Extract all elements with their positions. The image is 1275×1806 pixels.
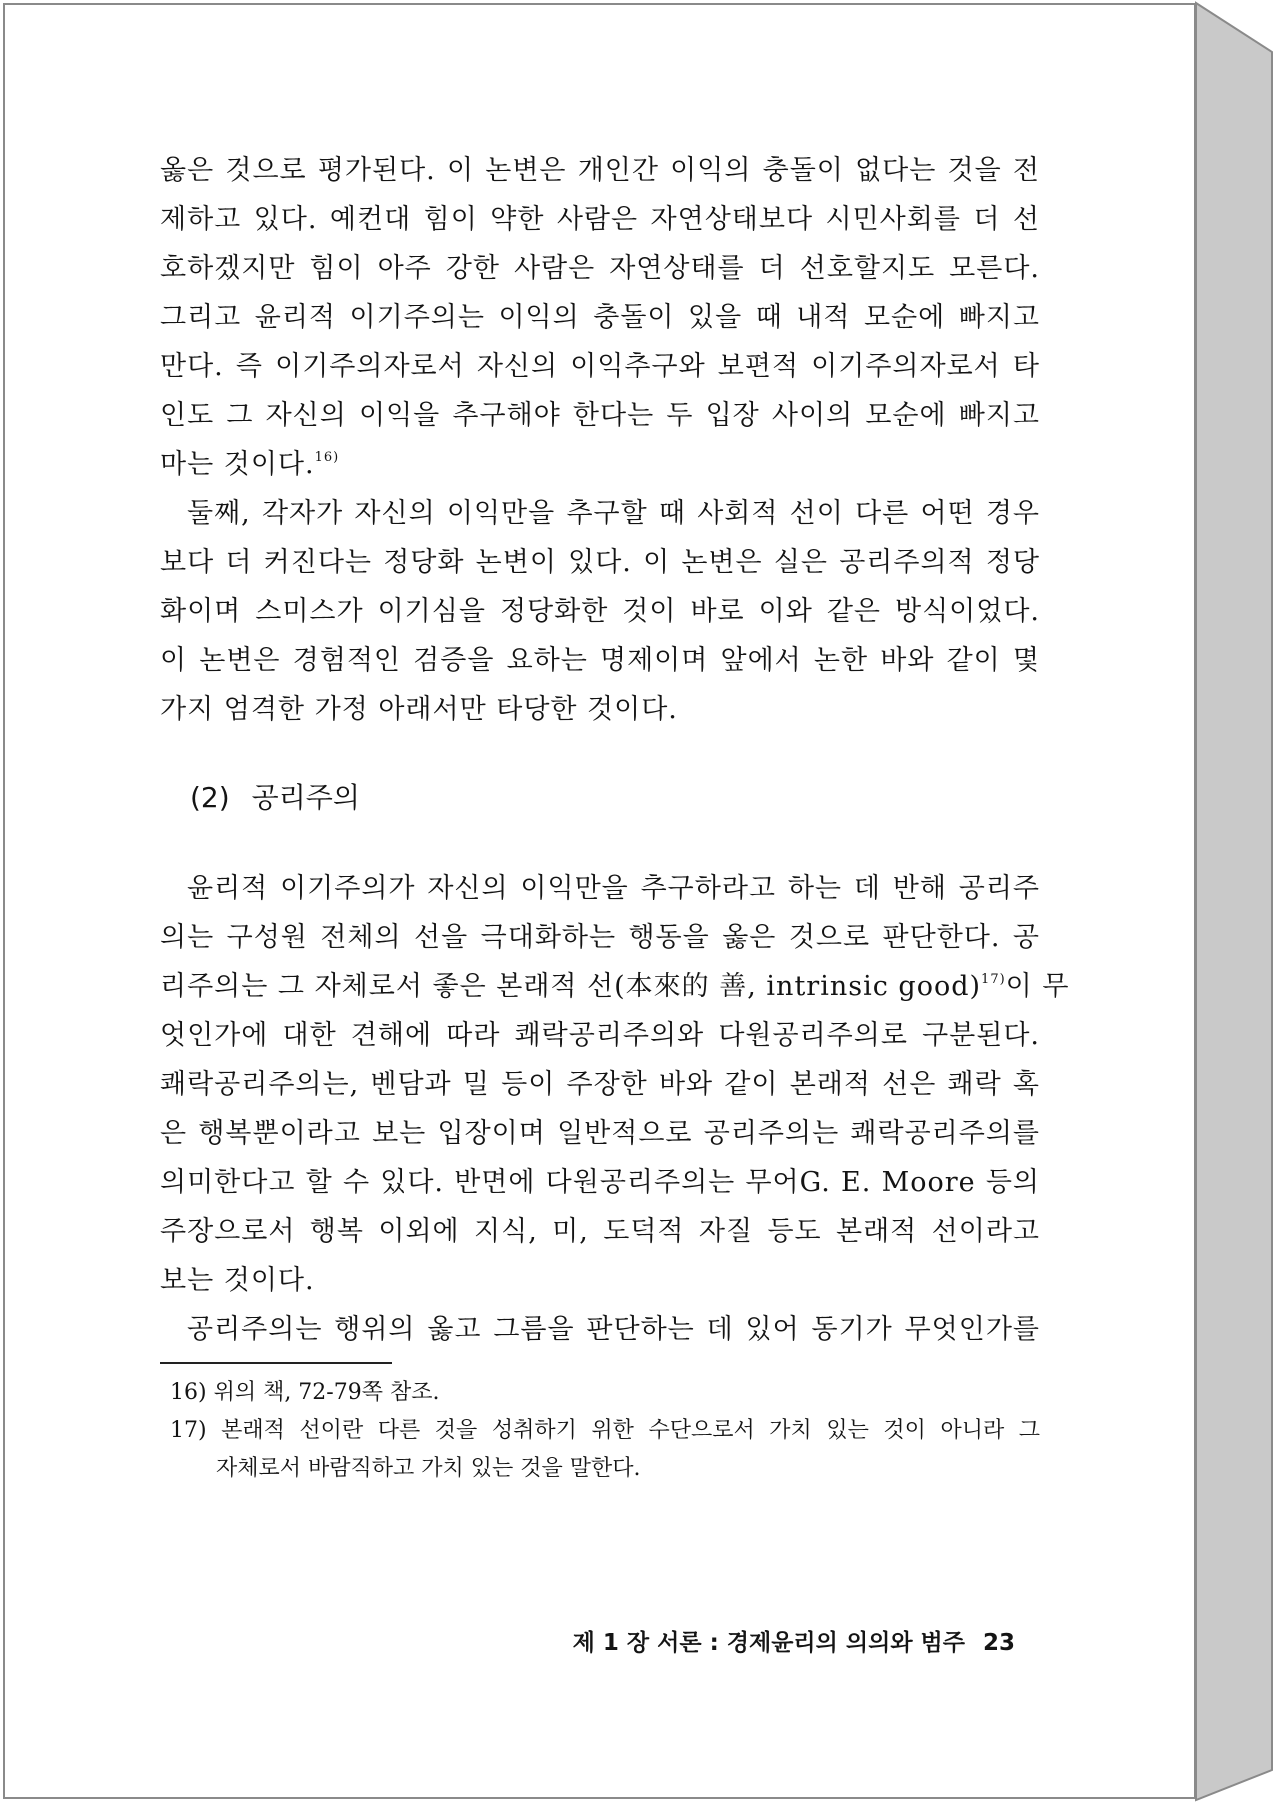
page-number: 23 xyxy=(982,1630,1015,1656)
chapter-title: 제 1 장 서론 : 경제윤리의 의의와 범주 xyxy=(572,1630,965,1656)
text-line: 윤리적 이기주의가 자신의 이익만을 추구하라고 하는 데 반해 공리주 xyxy=(187,873,1040,904)
running-footer xyxy=(560,1628,1015,1658)
paragraph-second-justification xyxy=(160,489,1040,734)
paragraph-motive xyxy=(160,1305,1040,1354)
footnote-16: 16) 위의 책, 72-79쪽 참조. xyxy=(170,1380,440,1405)
footnote-ref-17[interactable]: 17) xyxy=(981,972,1006,987)
paragraph-egoism-conflict xyxy=(160,146,1040,489)
text-span: 마는 것이다. xyxy=(160,449,315,480)
text-line: 만다. 즉 이기주의자로서 자신의 이익추구와 보편적 이기주의자로서 타 xyxy=(160,351,1040,382)
text-line: 쾌락공리주의는, 벤담과 밀 등이 주장한 바와 같이 본래적 선은 쾌락 혹 xyxy=(160,1069,1040,1100)
text-line: 그리고 윤리적 이기주의는 이익의 충돌이 있을 때 내적 모순에 빠지고 xyxy=(160,302,1040,333)
page-body xyxy=(160,146,1070,1488)
text-line: 인도 그 자신의 이익을 추구해야 한다는 두 입장 사이의 모순에 빠지고 xyxy=(160,400,1040,431)
text-line: 주장으로서 행복 이외에 지식, 미, 도덕적 자질 등도 본래적 선이라고 xyxy=(160,1216,1040,1247)
text-span: 이 무 xyxy=(1005,971,1070,1002)
text-line: 이 논변은 경험적인 검증을 요하는 명제이며 앞에서 논한 바와 같이 몇 xyxy=(160,645,1040,676)
section-number: (2) xyxy=(190,781,230,814)
text-line: 의미한다고 할 수 있다. 반면에 다원공리주의는 무어G. E. Moore 등의 xyxy=(160,1167,1040,1198)
text-line: 가지 엄격한 가정 아래서만 타당한 것이다. xyxy=(160,694,678,725)
text-line: 옳은 것으로 평가된다. 이 논변은 개인간 이익의 충돌이 없다는 것을 전 xyxy=(160,155,1040,186)
footnotes xyxy=(160,1374,1040,1488)
section-title: 공리주의 xyxy=(251,781,360,814)
text-line: 의는 구성원 전체의 선을 극대화하는 행동을 옳은 것으로 판단한다. 공 xyxy=(160,922,1040,953)
footnote-ref-16[interactable]: 16) xyxy=(314,450,340,465)
text-line: 제하고 있다. 예컨대 힘이 약한 사람은 자연상태보다 시민사회를 더 선 xyxy=(160,204,1040,235)
text-line: 보다 더 커진다는 정당화 논변이 있다. 이 논변은 실은 공리주의적 정당 xyxy=(160,547,1040,578)
text-line: 은 행복뿐이라고 보는 입장이며 일반적으로 공리주의는 쾌락공리주의를 xyxy=(160,1118,1040,1149)
footnote-divider xyxy=(160,1362,392,1364)
text-line: 보는 것이다. xyxy=(160,1265,315,1296)
text-line xyxy=(160,440,1040,489)
section-heading xyxy=(160,778,1040,818)
footnote-17: 17) 본래적 선이란 다른 것을 성취하기 위한 수단으로서 가치 있는 것이 아니라 그 xyxy=(170,1418,1040,1443)
text-line: 화이며 스미스가 이기심을 정당화한 것이 바로 이와 같은 방식이었다. xyxy=(160,596,1040,627)
text-line: 공리주의는 행위의 옳고 그름을 판단하는 데 있어 동기가 무엇인가를 xyxy=(187,1314,1040,1345)
paragraph-utilitarianism xyxy=(160,864,1070,1305)
text-line: 둘째, 각자가 자신의 이익만을 추구할 때 사회적 선이 다른 어떤 경우 xyxy=(187,498,1040,529)
text-span: 자체로서 바람직하고 가치 있는 것을 말한다. xyxy=(216,1456,641,1481)
text-line: 호하겠지만 힘이 아주 강한 사람은 자연상태를 더 선호할지도 모른다. xyxy=(160,253,1040,284)
text-span: 리주의는 그 자체로서 좋은 본래적 선(本來的 善, intrinsic good) xyxy=(160,971,982,1002)
footnote-17-continued xyxy=(160,1450,1040,1488)
text-line: 엇인가에 대한 견해에 따라 쾌락공리주의와 다원공리주의로 구분된다. xyxy=(160,1020,1040,1051)
text-line xyxy=(160,962,1070,1011)
